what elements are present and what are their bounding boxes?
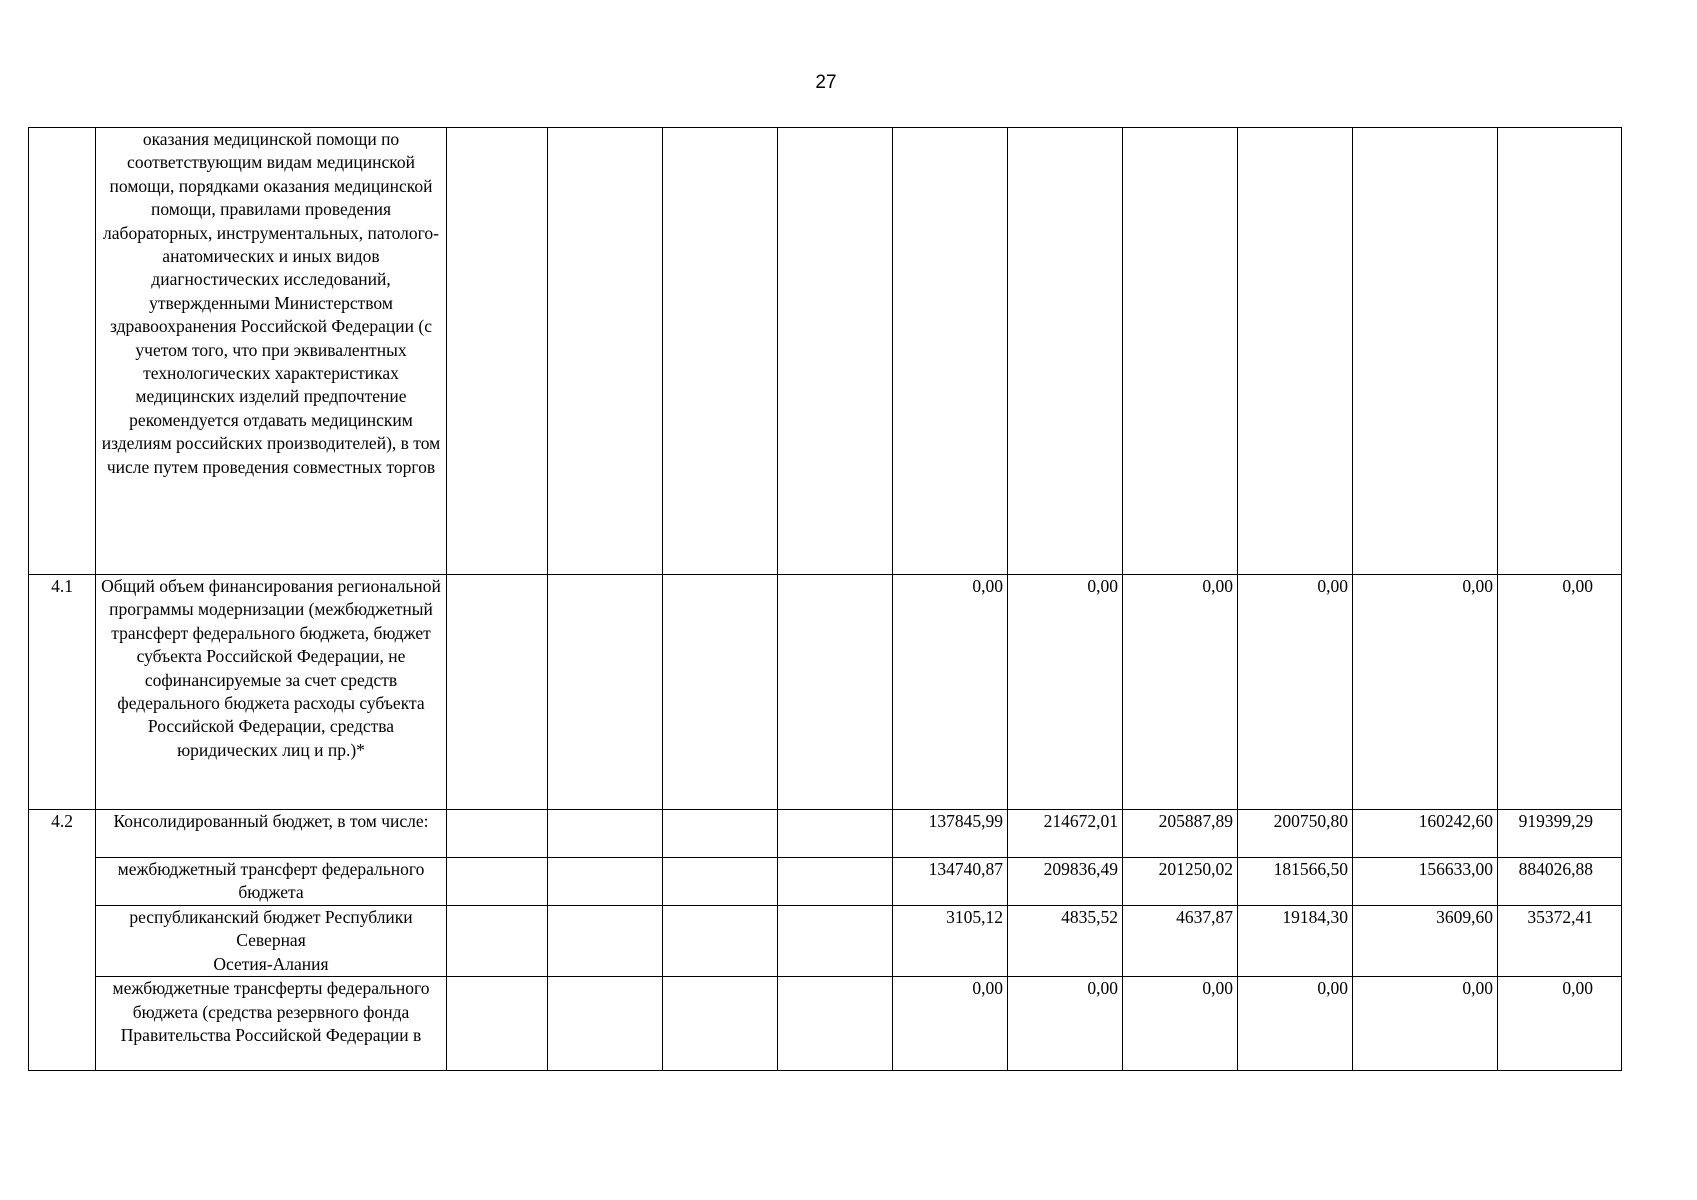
value-cell: 0,00 xyxy=(1498,575,1622,810)
table-row xyxy=(29,858,1622,906)
value-cell: 214672,01 xyxy=(1008,810,1123,858)
value-cell: 205887,89 xyxy=(1123,810,1238,858)
empty-cell xyxy=(663,906,778,977)
value-cell xyxy=(1238,128,1353,575)
row-description-text: Общий объем финансирования региональной программы модернизации (межбюджетный трансферт федерального бюджета, бюджет субъекта Российской Федерации, не софинансируемые за счет средств федерального бюджета расходы субъекта Российской Федерации, средства юридических лиц и пр.)* xyxy=(101,576,441,760)
empty-cell xyxy=(548,128,663,575)
financing-table xyxy=(28,127,1622,1071)
empty-cell xyxy=(778,906,893,977)
empty-cell xyxy=(447,906,548,977)
row-description xyxy=(96,858,447,906)
value-cell xyxy=(1008,128,1123,575)
value-cell: 209836,49 xyxy=(1008,858,1123,906)
value-cell: 19184,30 xyxy=(1238,906,1353,977)
empty-cell xyxy=(548,858,663,906)
value-cell xyxy=(1353,128,1498,575)
row-description-text: межбюджетные трансферты федерального бюджета (средства резервного фонда Правительства Российской Федерации в xyxy=(112,978,430,1046)
table-row xyxy=(29,575,1622,810)
value-cell: 201250,02 xyxy=(1123,858,1238,906)
empty-cell xyxy=(548,575,663,810)
value-cell: 160242,60 xyxy=(1353,810,1498,858)
row-description xyxy=(96,575,447,810)
value-cell: 0,00 xyxy=(1353,977,1498,1071)
table-row xyxy=(29,810,1622,858)
row-description-text: межбюджетный трансферт федерального бюджета xyxy=(117,859,425,903)
value-cell xyxy=(1123,128,1238,575)
row-number: 4.2 xyxy=(29,810,96,1071)
empty-cell xyxy=(548,810,663,858)
value-cell: 35372,41 xyxy=(1498,906,1622,977)
value-cell: 0,00 xyxy=(893,575,1008,810)
value-cell xyxy=(1498,128,1622,575)
table-row xyxy=(29,977,1622,1071)
empty-cell xyxy=(447,858,548,906)
row-description xyxy=(96,128,447,575)
empty-cell xyxy=(778,858,893,906)
value-cell: 0,00 xyxy=(1238,977,1353,1071)
empty-cell xyxy=(447,575,548,810)
empty-cell xyxy=(447,128,548,575)
empty-cell xyxy=(447,810,548,858)
value-cell: 919399,29 xyxy=(1498,810,1622,858)
value-cell: 884026,88 xyxy=(1498,858,1622,906)
empty-cell xyxy=(663,810,778,858)
row-number: 4.1 xyxy=(29,575,96,810)
table-row xyxy=(29,128,1622,575)
value-cell: 0,00 xyxy=(1123,977,1238,1071)
empty-cell xyxy=(663,977,778,1071)
row-description-text: оказания медицинской помощи по соответствующим видам медицинской помощи, порядками оказания медицинской помощи, правилами проведения лабораторных, инструментальных, патолого-анатомических и иных видов диагностических исследований, утвержденными Министерством здравоохранения Российской Федерации (с учетом того, что при эквивалентных технологических характеристиках медицинских изделий предпочтение рекомендуется отдавать медицинским изделиям российских производителей), в том числе путем проведения совместных торгов xyxy=(101,129,441,477)
value-cell: 4637,87 xyxy=(1123,906,1238,977)
value-cell: 134740,87 xyxy=(893,858,1008,906)
value-cell: 3105,12 xyxy=(893,906,1008,977)
row-description xyxy=(96,906,447,977)
row-description xyxy=(96,810,447,858)
empty-cell xyxy=(778,575,893,810)
value-cell xyxy=(893,128,1008,575)
value-cell: 3609,60 xyxy=(1353,906,1498,977)
value-cell: 0,00 xyxy=(1498,977,1622,1071)
empty-cell xyxy=(663,858,778,906)
empty-cell xyxy=(778,810,893,858)
value-cell: 0,00 xyxy=(1008,977,1123,1071)
value-cell: 200750,80 xyxy=(1238,810,1353,858)
value-cell: 0,00 xyxy=(1353,575,1498,810)
value-cell: 0,00 xyxy=(1238,575,1353,810)
table-row xyxy=(29,906,1622,977)
empty-cell xyxy=(778,128,893,575)
value-cell: 0,00 xyxy=(1008,575,1123,810)
empty-cell xyxy=(663,575,778,810)
empty-cell xyxy=(663,128,778,575)
empty-cell xyxy=(778,977,893,1071)
row-description xyxy=(96,977,447,1071)
row-description-text: республиканский бюджет Республики Северная Осетия-Алания xyxy=(129,907,413,974)
value-cell: 156633,00 xyxy=(1353,858,1498,906)
value-cell: 0,00 xyxy=(1123,575,1238,810)
empty-cell xyxy=(447,977,548,1071)
empty-cell xyxy=(548,977,663,1071)
page-number: 27 xyxy=(815,72,837,93)
value-cell: 137845,99 xyxy=(893,810,1008,858)
value-cell: 4835,52 xyxy=(1008,906,1123,977)
row-description-text: Консолидированный бюджет, в том числе: xyxy=(113,811,429,831)
value-cell: 0,00 xyxy=(893,977,1008,1071)
value-cell: 181566,50 xyxy=(1238,858,1353,906)
row-number xyxy=(29,128,96,575)
empty-cell xyxy=(548,906,663,977)
